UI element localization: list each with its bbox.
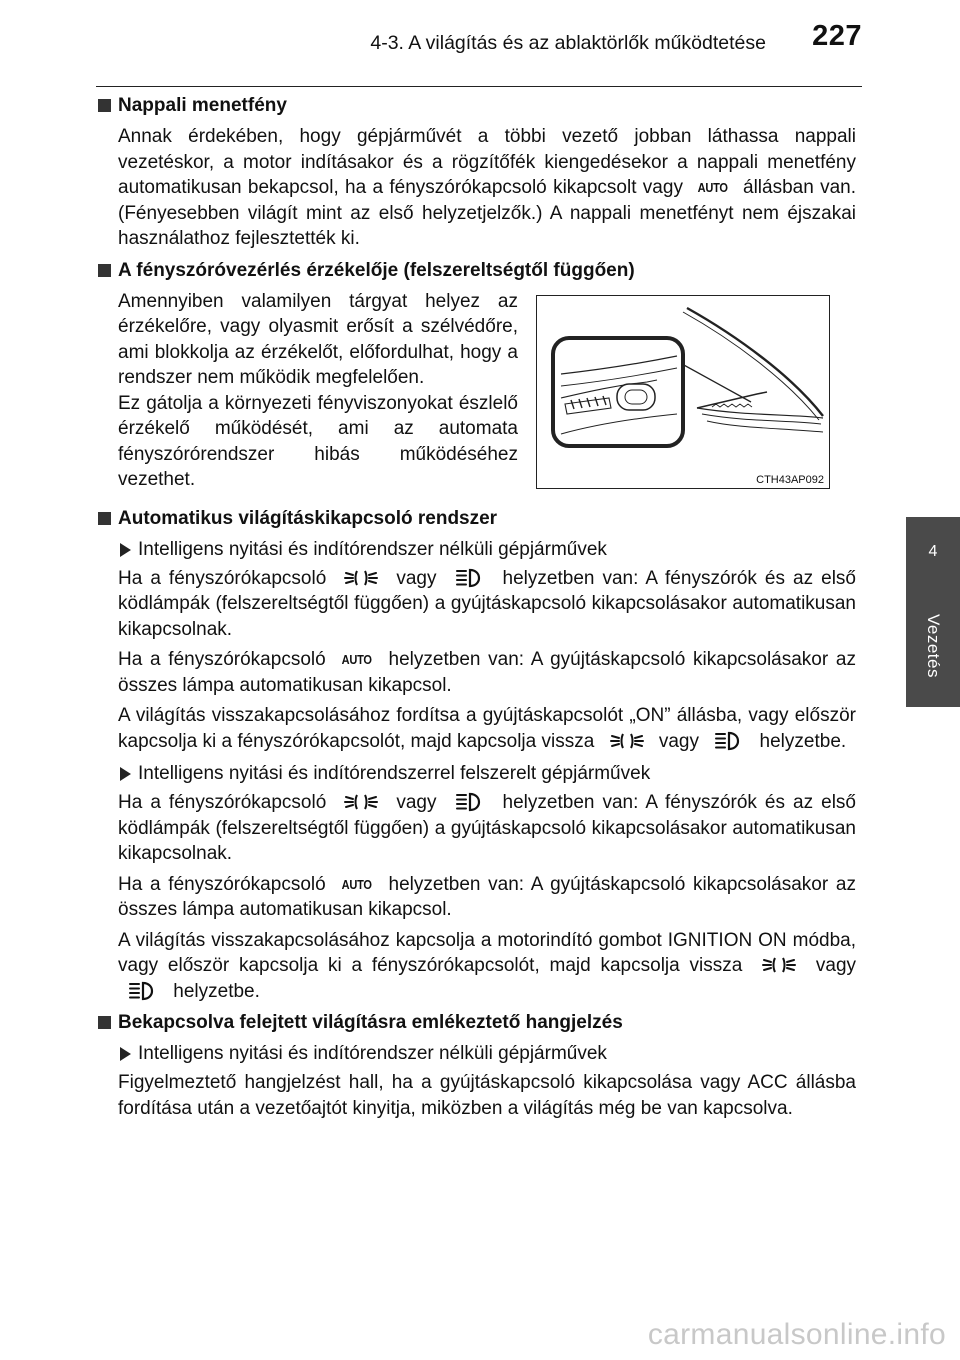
paragraph: Figyelmeztető hangjelzést hall, ha a gyújtáskapcsoló kikapcsolása vagy ACC állásba fordítása után a vezetőajtót kinyitja, miközben a világítás még be van kapcsolva. bbox=[118, 1072, 856, 1119]
paragraph-text: állásban van. (Fényesebben világít mint az első helyzetjelzők.) A nappali menetfényt nem éjszakai használathoz fejlesztették ki. bbox=[118, 177, 857, 249]
subsection-title: Intelligens nyitási és indítórendszer nélküli gépjárművek bbox=[118, 537, 856, 562]
paragraph bbox=[118, 928, 856, 1005]
watermark: carmanualsonline.info bbox=[647, 1318, 946, 1351]
section-heading-light-sensor: A fényszóróvezérlés érzékelője (felszereltségtől függően) bbox=[96, 259, 856, 283]
tail-light-icon bbox=[762, 955, 796, 975]
paragraph-text: helyzetben van: A fényszórók és az első ködlámpák (felszereltségtől függően) a gyújtáskapcsoló kikapcsolásakor automatikusan kikapcsolnak. bbox=[118, 567, 856, 640]
paragraph-text: A világítás visszakapcsolásához kapcsolja a motorindító gombot IGNITION ON módba, vagy először kapcsolja ki a fényszórókapcsolót, majd kapcsolja vissza bbox=[118, 929, 856, 976]
tail-light-icon bbox=[610, 731, 644, 751]
paragraph bbox=[118, 566, 856, 643]
paragraph bbox=[118, 703, 856, 754]
paragraph-text: vagy bbox=[396, 792, 437, 813]
paragraph-text: Ha a fényszórókapcsoló bbox=[118, 792, 327, 813]
auto-icon: AUTO bbox=[342, 652, 373, 667]
paragraph-text: helyzetben van: A fényszórók és az első ködlámpák (felszereltségtől függően) a gyújtáskapcsoló kikapcsolásakor automatikusan kikapcsolnak. bbox=[118, 792, 856, 864]
sensor-text-figure-row bbox=[118, 289, 856, 493]
paragraph-text: Ez gátolja a környezeti fényviszonyokat észlelő érzékelő működését, ami az automata fényszórórendszer hibás működéséhez vezethet. bbox=[118, 392, 518, 490]
chapter-number: 4 bbox=[928, 543, 938, 560]
paragraph-text: Ha a fényszórókapcsoló bbox=[118, 567, 327, 589]
paragraph-text: vagy bbox=[815, 955, 857, 976]
headlight-icon bbox=[455, 792, 485, 812]
tail-light-icon bbox=[344, 568, 378, 588]
page-header bbox=[96, 18, 862, 87]
chapter-title: 4-3. A világítás és az ablaktörlők működtetése bbox=[370, 32, 766, 54]
paragraph-text: Annak érdekében, hogy gépjárművét a többi vezető jobban láthassa nappali vezetéskor, a motor indításakor és a rögzítőfék kiengedésekor a nappali menetfény automatikusan bekapcsol, ha a fényszórókapcsoló kikapcsolt vagy bbox=[118, 126, 856, 198]
paragraph-text: helyzetbe. bbox=[759, 730, 847, 752]
sensor-description bbox=[118, 289, 518, 493]
subsection-title: Intelligens nyitási és indítórendszerrel felszerelt gépjárművek bbox=[118, 761, 856, 786]
paragraph bbox=[118, 124, 856, 252]
paragraph-text: Amennyiben valamilyen tárgyat helyez az érzékelőre, vagy olyasmit erősít a szélvédőre, ami blokkolja az érzékelőt, előfordulhat, hogy a rendszer nem működik megfelelően. bbox=[118, 290, 518, 388]
figure-caption: CTH43AP092 bbox=[756, 473, 824, 486]
paragraph-text: helyzetben van: A gyújtáskapcsoló kikapcsolásakor az összes lámpa automatikusan kikapcsol. bbox=[118, 873, 856, 920]
paragraph-text: vagy bbox=[658, 730, 699, 752]
chapter-label: Vezetés bbox=[924, 614, 943, 678]
section-heading-daytime-running-light: Nappali menetfény bbox=[96, 94, 856, 118]
headlight-icon bbox=[714, 731, 744, 751]
paragraph-text: vagy bbox=[396, 567, 437, 589]
paragraph-text: helyzetbe. bbox=[173, 980, 260, 1002]
paragraph-text: A világítás visszakapcsolásához fordítsa a gyújtáskapcsolót „ON” állásba, vagy először kapcsolja ki a fényszórókapcsolót, majd kapcsolja vissza bbox=[118, 705, 856, 752]
paragraph bbox=[118, 790, 856, 867]
headlight-icon bbox=[455, 568, 485, 588]
section-heading-auto-light-off: Automatikus világításkikapcsoló rendszer bbox=[96, 507, 856, 531]
page-content bbox=[96, 94, 856, 1128]
paragraph bbox=[118, 647, 856, 698]
subsection-title: Intelligens nyitási és indítórendszer nélküli gépjárművek bbox=[118, 1041, 856, 1066]
paragraph bbox=[118, 872, 856, 923]
section-heading-light-reminder: Bekapcsolva felejtett világításra emlékeztető hangjelzés bbox=[96, 1011, 856, 1035]
auto-icon: AUTO bbox=[697, 180, 729, 195]
paragraph-text: helyzetben van: A gyújtáskapcsoló kikapcsolásakor az összes lámpa automatikusan kikapcsol. bbox=[118, 649, 856, 696]
windshield-sensor-illustration bbox=[536, 295, 830, 489]
tail-light-icon bbox=[344, 792, 378, 812]
chapter-side-tab[interactable] bbox=[906, 517, 960, 707]
paragraph-text: Ha a fényszórókapcsoló bbox=[118, 649, 326, 670]
sensor-drawing bbox=[537, 296, 829, 488]
paragraph-text: Ha a fényszórókapcsoló bbox=[118, 873, 326, 895]
headlight-icon bbox=[128, 981, 158, 1001]
auto-icon: AUTO bbox=[342, 876, 373, 892]
page-number: 227 bbox=[812, 20, 862, 52]
